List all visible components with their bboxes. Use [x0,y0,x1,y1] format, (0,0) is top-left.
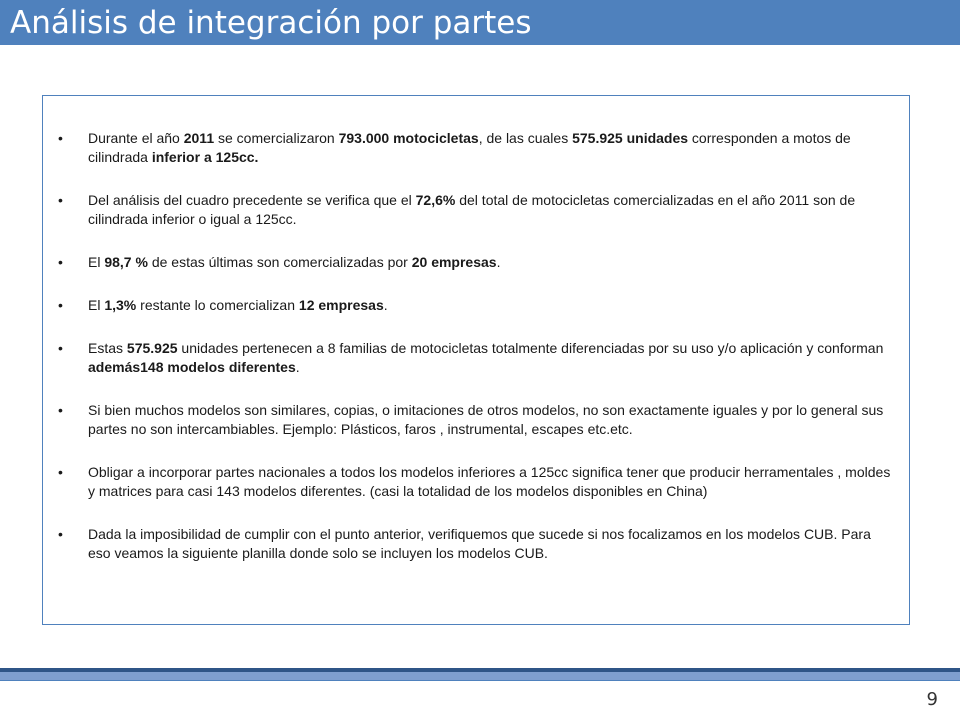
bullet-text-bold: 12 empresas [298,297,384,313]
bullet-item [58,401,893,439]
bullet-text: Estas [88,340,127,356]
bullet-text-bold: 575.925 unidades [572,130,689,146]
bullet-text: del total de motocicletas comercializadas en el año 2011 son de cilindrada inferior o igual a 125cc. [88,192,856,227]
bullet-text: restante lo comercializan [136,297,299,313]
bullet-dot-icon: • [58,526,63,542]
footer-band-light [0,672,960,680]
bullet-item [58,525,893,563]
bullet-text-bold: 575.925 [126,340,178,356]
bullet-text: Si bien muchos modelos son similares, copias, o imitaciones de otros modelos, no son exactamente iguales y por lo general sus partes no son intercambiables. Ejemplo: Plásticos, faros , instrumental, escapes etc.etc. [88,402,884,437]
bullet-item [58,296,893,315]
bullet-dot-icon: • [58,297,63,313]
bullet-text: . [383,297,388,313]
bullet-dot-icon: • [58,402,63,418]
bullet-text: de estas últimas son comercializadas por [147,254,412,270]
bullet-text: Del análisis del cuadro precedente se verifica que el [88,192,416,208]
bullet-text: El [88,297,105,313]
bullet-text-bold: 793.000 motocicletas [338,130,479,146]
bullet-item [58,129,893,167]
slide-title: Análisis de integración por partes [10,5,532,41]
page-number: 9 [926,689,938,710]
bullet-text: Obligar a incorporar partes nacionales a todos los modelos inferiores a 125cc significa tener que producir herramentales , moldes y matrices para casi 143 modelos diferentes. (casi la totalidad de los modelos disponibles en China) [88,464,891,499]
footer-line [0,680,960,681]
bullet-item [58,191,893,229]
bullet-dot-icon: • [58,340,63,356]
bullet-text-bold: 72,6% [415,192,456,208]
bullet-text: corresponden a motos de cilindrada [88,130,851,165]
bullet-text-bold: inferior a 125cc. [151,149,259,165]
bullet-text: . [295,359,300,375]
bullet-text: . [496,254,501,270]
bullet-dot-icon: • [58,254,63,270]
bullet-dot-icon: • [58,192,63,208]
bullet-dot-icon: • [58,130,63,146]
bullet-dot-icon: • [58,464,63,480]
bullet-text: se comercializaron [214,130,339,146]
bullet-text: El [88,254,105,270]
bullet-text: Durante el año [88,130,184,146]
bullet-text-bold: 2011 [183,130,215,146]
bullet-text-bold: 98,7 % [104,254,148,270]
bullet-item [58,253,893,272]
bullet-text-bold: 20 empresas [411,254,497,270]
bullet-item [58,339,893,377]
bullet-list [58,129,893,563]
bullet-item [58,463,893,501]
bullet-text: unidades pertenecen a 8 familias de motocicletas totalmente diferenciadas por su uso y/o aplicación y conforman [177,340,884,356]
content-box [42,95,910,625]
title-bar [0,0,960,45]
bullet-text: Dada la imposibilidad de cumplir con el punto anterior, verifiquemos que sucede si nos focalizamos en los modelos CUB. Para eso veamos la siguiente planilla donde solo se incluyen los modelos CUB. [88,526,871,561]
bullet-text: , de las cuales [478,130,573,146]
bullet-text-bold: 1,3% [104,297,137,313]
bullet-text-bold: además148 modelos diferentes [88,359,296,375]
